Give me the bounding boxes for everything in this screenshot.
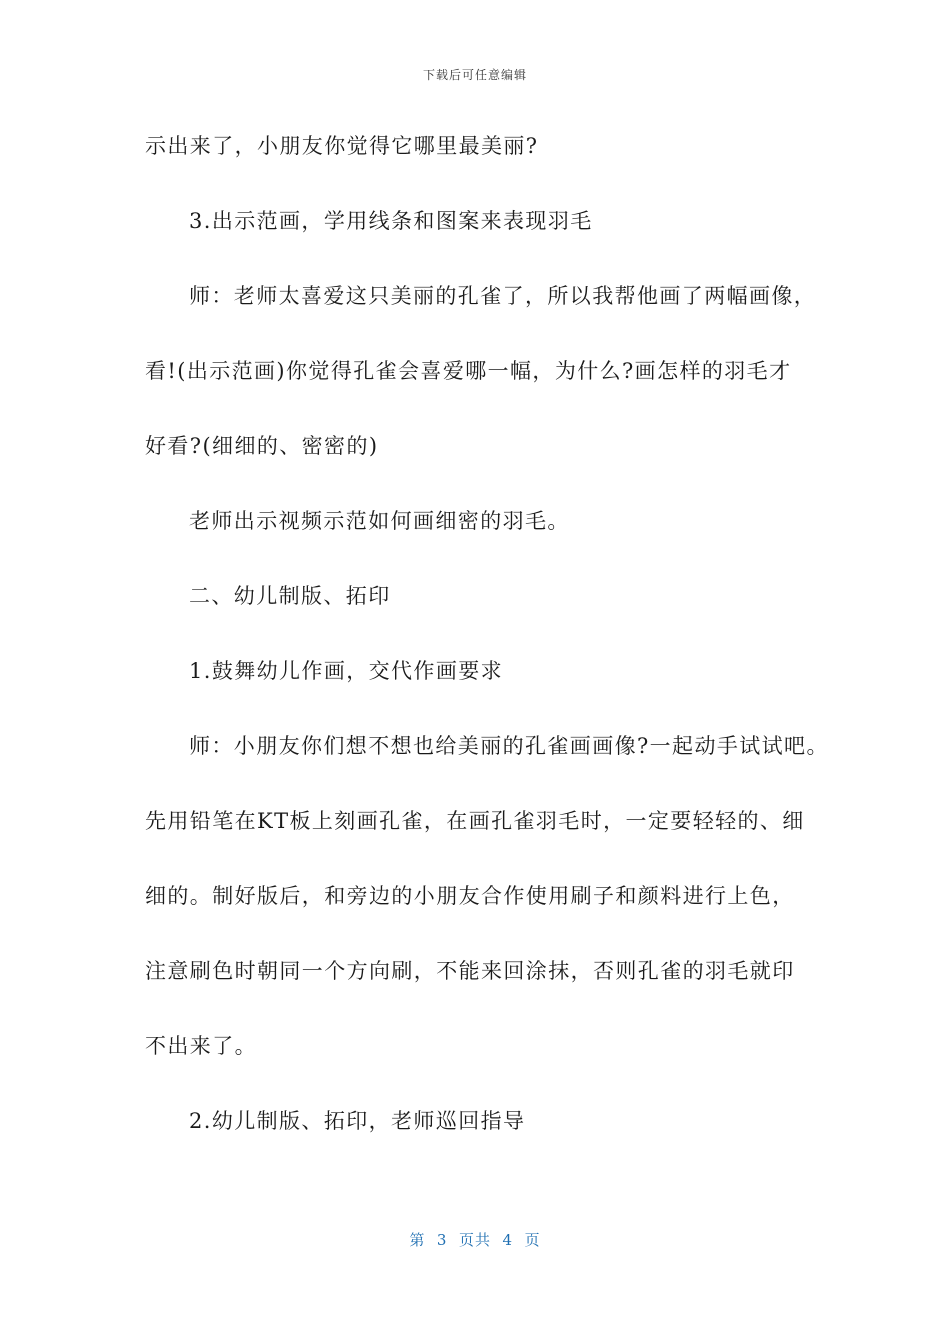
- body-line-2: 3.出示范画，学用线条和图案来表现羽毛: [189, 209, 593, 233]
- body-line-3: 师：老师太喜爱这只美丽的孔雀了，所以我帮他画了两幅画像，: [189, 284, 817, 308]
- body-line-14: 2.幼儿制版、拓印，老师巡回指导: [189, 1109, 526, 1133]
- body-line-13: 不出来了。: [145, 1034, 257, 1058]
- body-line-12: 注意刷色时朝同一个方向刷，不能来回涂抹，否则孔雀的羽毛就印: [145, 959, 795, 983]
- body-line-10: 先用铅笔在KT板上刻画孔雀，在画孔雀羽毛时，一定要轻轻的、细: [145, 809, 805, 833]
- body-line-6: 老师出示视频示范如何画细密的羽毛。: [189, 509, 570, 533]
- page-header: 下载后可任意编辑: [422, 68, 527, 82]
- body-line-11: 细的。制好版后，和旁边的小朋友合作使用刷子和颜料进行上色，: [145, 884, 795, 908]
- body-line-8: 1.鼓舞幼儿作画，交代作画要求: [189, 659, 504, 683]
- section-heading: 二、幼儿制版、拓印: [189, 584, 391, 608]
- page-footer: 第 3 页共 4 页: [409, 1231, 541, 1249]
- body-line-9: 师：小朋友你们想不想也给美丽的孔雀画画像?一起动手试试吧。: [189, 734, 829, 758]
- body-line-4: 看!(出示范画)你觉得孔雀会喜爱哪一幅，为什么?画怎样的羽毛才: [145, 359, 792, 383]
- body-line-1: 示出来了，小朋友你觉得它哪里最美丽?: [145, 134, 539, 158]
- body-line-5: 好看?(细细的、密密的): [145, 434, 379, 458]
